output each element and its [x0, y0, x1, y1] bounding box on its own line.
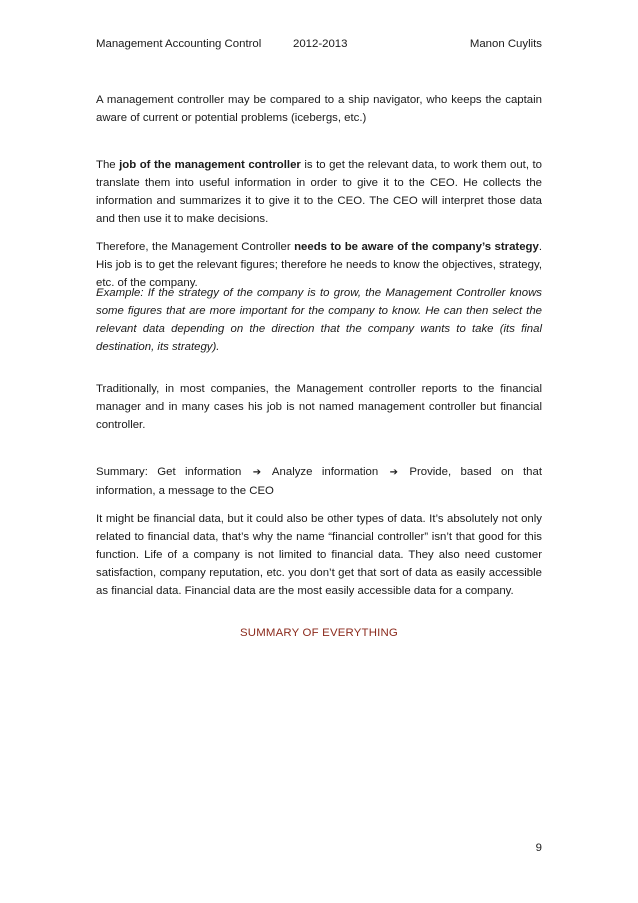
arrow-right-icon: ➔	[389, 467, 398, 478]
summary-step-provide: Provide, based on that information, a message to the CEO	[96, 466, 542, 497]
summary-step-get: Summary: Get information	[96, 466, 242, 478]
header-course-title: Management Accounting Control	[96, 38, 262, 50]
header-academic-year: 2012-2013	[293, 38, 348, 50]
paragraph-data-types: It might be financial data, but it could also be other types of data. It’s absolutely not only related to financial data, that’s why the name “financial controller” isn’t that good for this function. Life of a company is not limited to financial data. They also need customer satisfaction, company reputation, etc. you don’t get that sort of data as easily accessible as financial data. Financial data are the most easily accessible data for a company.	[96, 513, 542, 597]
paragraph-reporting-line: Traditionally, in most companies, the Management controller reports to the financial manager and in many cases his job is not named management controller but financial controller.	[96, 383, 542, 431]
bold-phrase: job of the management controller	[119, 159, 301, 171]
paragraph-summary-flow	[96, 463, 542, 500]
paragraph-text: The	[96, 159, 120, 171]
paragraph-text: . His job is to get the relevant figures; therefore he needs to know the objectives, strategy, etc. of the company.	[96, 241, 542, 289]
summary-step-analyze: Analyze information	[271, 466, 379, 478]
paragraph-ship-navigator: A management controller may be compared to a ship navigator, who keeps the captain aware of current or potential problems (icebergs, etc.)	[96, 94, 542, 124]
page-number: 9	[535, 842, 542, 854]
paragraph-text: Therefore, the Management Controller	[96, 241, 295, 253]
section-heading-summary: SUMMARY OF EVERYTHING	[239, 627, 398, 639]
bold-phrase: needs to be aware of the company’s strategy	[294, 241, 539, 253]
paragraph-text: is to get the relevant data, to work them out, to translate them into useful information in order to give it to the CEO. He collects the information and summarizes it to give it to the CEO. The CEO will interpret those data and then use it to make decisions.	[96, 159, 543, 225]
header-author: Manon Cuylits	[469, 38, 542, 50]
page-header	[96, 35, 542, 53]
paragraph-job-description	[96, 156, 542, 228]
paragraph-example: Example: If the strategy of the company is to grow, the Management Controller knows some figures that are more important for the company to know. He can then select the relevant data depending on the direction that the company wants to take (its final destination, its strategy).	[96, 287, 542, 353]
arrow-right-icon: ➔	[252, 467, 262, 478]
